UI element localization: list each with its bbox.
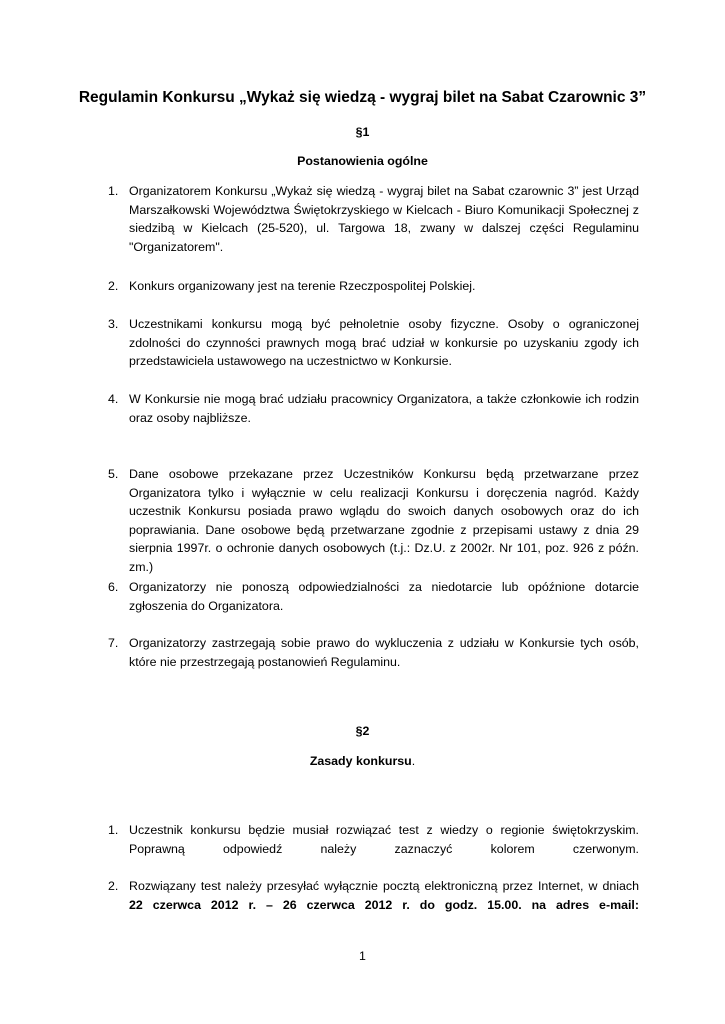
- section-2-heading: Zasady konkursu: [309, 754, 412, 768]
- page-number: 1: [359, 949, 366, 963]
- list-item-text: Konkurs organizowany jest na terenie Rzeczpospolitej Polskiej.: [129, 279, 476, 293]
- list-item: [108, 315, 639, 371]
- list-item: [108, 390, 639, 427]
- document-title: Regulamin Konkursu „Wykaż się wiedzą - wygraj bilet na Sabat Czarownic 3”: [78, 89, 647, 106]
- list-item-text: Organizatorem Konkursu „Wykaż się wiedzą - wygraj bilet na Sabat czarownic 3” jest Urząd Marszałkowski Województwa Świętokrzyskiego w Kielcach - Biuro Komunikacji Społecznej z siedzibą w Kielcach (25-520), ul. Targowa 18, zwany w dalszej części Regulaminu "Organizatorem".: [129, 184, 639, 254]
- list-item-text: W Konkursie nie mogą brać udziału pracownicy Organizatora, a także członkowie ich rodzin oraz osoby najbliższe.: [129, 392, 639, 425]
- list-item: [108, 465, 639, 576]
- list-item: [108, 821, 639, 858]
- list-item: [108, 634, 639, 671]
- section-2-heading-line: [0, 752, 725, 771]
- list-item-number: 3.: [108, 317, 119, 331]
- list-item-number: 5.: [108, 467, 119, 481]
- list-item: [108, 877, 639, 914]
- list-item-number: 1.: [108, 184, 119, 198]
- section-1-symbol: §1: [355, 125, 370, 139]
- list-item-text: Organizatorzy zastrzegają sobie prawo do wykluczenia z udziału w Konkursie tych osób, które nie przestrzegają postanowień Regulaminu.: [129, 636, 639, 669]
- section-2-symbol: §2: [355, 724, 370, 738]
- list-item-text-regular: Rozwiązany test należy przesyłać wyłącznie pocztą elektroniczną przez Internet, w dniach: [129, 879, 639, 893]
- list-item: [108, 277, 639, 296]
- list-item-text: Uczestnikami konkursu mogą być pełnoletnie osoby fizyczne. Osoby o ograniczonej zdolności do czynności prawnych mogą brać udział w konkursie po uzyskaniu zgody ich przedstawiciela ustawowego na uczestnictwo w Konkursie.: [129, 317, 639, 368]
- list-item-text: [129, 877, 639, 914]
- list-item-number: 1.: [108, 823, 119, 837]
- list-item-text: Uczestnik konkursu będzie musiał rozwiązać test z wiedzy o regionie świętokrzyskim. Poprawną odpowiedź należy zaznaczyć kolorem czerwonym.: [129, 823, 639, 856]
- list-item: [108, 182, 639, 256]
- list-item: [108, 578, 639, 615]
- list-item-text-bold: 22 czerwca 2012 r. – 26 czerwca 2012 r. do godz. 15.00. na adres e-mail:: [129, 897, 639, 912]
- section-2-heading-suffix: .: [411, 754, 416, 768]
- list-item-text: Organizatorzy nie ponoszą odpowiedzialności za niedotarcie lub opóźnione dotarcie zgłoszenia do Organizatora.: [129, 580, 639, 613]
- list-item-number: 7.: [108, 636, 119, 650]
- list-item-number: 2.: [108, 279, 119, 293]
- section-1-heading: Postanowienia ogólne: [297, 154, 428, 168]
- list-item-number: 4.: [108, 392, 119, 406]
- list-item-number: 2.: [108, 879, 119, 893]
- list-item-text: Dane osobowe przekazane przez Uczestników Konkursu będą przetwarzane przez Organizatora tylko i wyłącznie w celu realizacji Konkursu i doręczenia nagród. Każdy uczestnik Konkursu posiada prawo wglądu do swoich danych osobowych oraz do ich poprawiania. Dane osobowe będą przetwarzane zgodnie z przepisami ustawy z dnia 29 sierpnia 1997r. o ochronie danych osobowych (t.j.: Dz.U. z 2002r. Nr 101, poz. 926 z późn. zm.): [129, 467, 639, 574]
- list-item-number: 6.: [108, 580, 119, 594]
